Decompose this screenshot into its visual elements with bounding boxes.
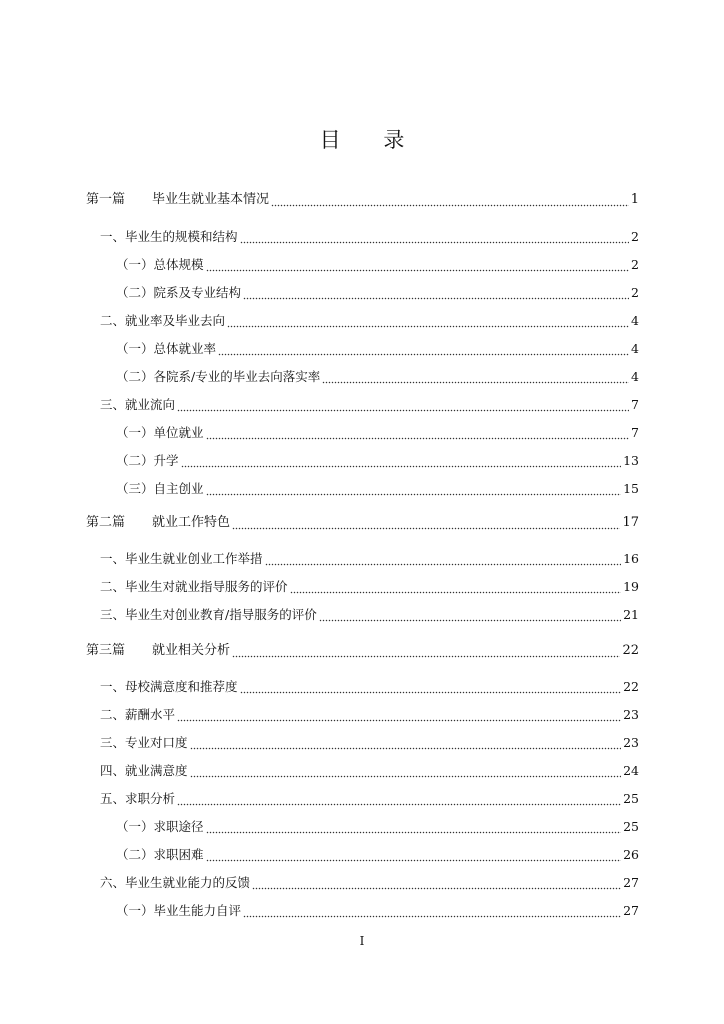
toc-page-number: 26 xyxy=(623,847,639,862)
toc-page-number: 15 xyxy=(623,481,639,496)
toc-entry-text: （一）求职途径 xyxy=(116,819,204,834)
toc-page-number: 23 xyxy=(623,707,639,722)
toc-page-number: 25 xyxy=(623,819,639,834)
toc-entry[interactable] xyxy=(116,479,639,499)
toc-entry-text: 四、就业满意度 xyxy=(100,763,188,778)
toc-entry[interactable] xyxy=(100,677,639,697)
toc-entry-text: （一）总体规模 xyxy=(116,257,204,272)
toc-page-number: 24 xyxy=(623,763,639,778)
toc-entry-title xyxy=(100,705,175,725)
toc-entry-text: 三、毕业生对创业教育/指导服务的评价 xyxy=(100,607,317,622)
toc-entry-text: 三、就业流向 xyxy=(100,397,176,412)
toc-leader-dots xyxy=(232,513,620,533)
toc-entry[interactable] xyxy=(116,339,639,359)
toc-entry-title xyxy=(86,513,230,533)
toc-entry[interactable] xyxy=(100,549,639,569)
toc-entry[interactable] xyxy=(100,577,639,597)
toc-entry[interactable] xyxy=(86,641,639,661)
toc-entry-text: 一、毕业生就业创业工作举措 xyxy=(100,551,263,566)
toc-leader-dots xyxy=(322,367,629,387)
toc-leader-dots xyxy=(190,733,622,753)
toc-page-number: 27 xyxy=(623,903,639,918)
toc-entry-title xyxy=(86,641,230,661)
toc-leader-dots xyxy=(232,641,620,661)
toc-entry-text: 就业相关分析 xyxy=(152,643,231,658)
toc-entry-text: （一）总体就业率 xyxy=(116,341,217,356)
toc-part-number: 第二篇 xyxy=(86,515,126,530)
toc-entry[interactable] xyxy=(86,513,639,533)
toc-entry-title xyxy=(100,549,263,569)
toc-part-number: 第一篇 xyxy=(86,192,126,207)
toc-leader-dots xyxy=(206,423,630,443)
toc-entry-title xyxy=(100,789,175,809)
toc-entry-text: （二）院系及专业结构 xyxy=(116,285,242,300)
toc-entry[interactable] xyxy=(100,873,639,893)
toc-leader-dots xyxy=(252,873,621,893)
toc-leader-dots xyxy=(206,817,622,837)
toc-entry[interactable] xyxy=(100,705,639,725)
toc-entry-title xyxy=(100,733,188,753)
toc-leader-dots xyxy=(177,395,629,415)
toc-entry-title xyxy=(86,190,269,210)
toc-page-number: 1 xyxy=(630,192,639,207)
toc-leader-dots xyxy=(271,190,629,210)
toc-entry-text: （一）毕业生能力自评 xyxy=(116,903,242,918)
toc-entry-title xyxy=(100,677,238,697)
toc-leader-dots xyxy=(240,677,622,697)
toc-leader-dots xyxy=(243,901,621,921)
toc-entry[interactable] xyxy=(86,190,639,210)
toc-page-number: 7 xyxy=(631,397,639,412)
toc-entry-title xyxy=(116,423,204,443)
toc-page-number: 2 xyxy=(631,257,639,272)
toc-page-number: 16 xyxy=(623,551,639,566)
toc-entry[interactable] xyxy=(116,423,639,443)
toc-leader-dots xyxy=(240,227,630,247)
toc-entry-text: 三、专业对口度 xyxy=(100,735,188,750)
toc-entry-text: （一）单位就业 xyxy=(116,425,204,440)
toc-leader-dots xyxy=(181,451,622,471)
toc-entry-text: （二）升学 xyxy=(116,453,179,468)
toc-leader-dots xyxy=(206,845,622,865)
toc-entry[interactable] xyxy=(100,395,639,415)
toc-page-number: 2 xyxy=(631,229,639,244)
toc-entry-title xyxy=(116,479,204,499)
toc-entry-text: 六、毕业生就业能力的反馈 xyxy=(100,875,251,890)
toc-entry[interactable] xyxy=(100,761,639,781)
toc-entry-text: （三）自主创业 xyxy=(116,481,204,496)
toc-entry[interactable] xyxy=(116,901,639,921)
toc-entry-title xyxy=(116,817,204,837)
toc-leader-dots xyxy=(243,283,629,303)
toc-entry-text: 一、毕业生的规模和结构 xyxy=(100,229,238,244)
toc-page-number: 7 xyxy=(631,425,639,440)
toc-entry-text: 一、母校满意度和推荐度 xyxy=(100,679,238,694)
toc-page-number: 4 xyxy=(631,369,639,384)
toc-entry-title xyxy=(100,395,175,415)
toc-leader-dots xyxy=(206,479,622,499)
toc-entry-title xyxy=(116,451,179,471)
toc-entry[interactable] xyxy=(116,367,639,387)
toc-leader-dots xyxy=(177,705,621,725)
toc-entry[interactable] xyxy=(100,733,639,753)
toc-leader-dots xyxy=(290,577,622,597)
toc-page-number: 27 xyxy=(623,875,639,890)
toc-leader-dots xyxy=(177,789,621,809)
toc-entry[interactable] xyxy=(100,605,639,625)
toc-entry-title xyxy=(116,901,241,921)
toc-entry-title xyxy=(100,605,317,625)
toc-page-number: 22 xyxy=(623,679,639,694)
toc-entry-text: 二、就业率及毕业去向 xyxy=(100,313,226,328)
toc-entry[interactable] xyxy=(116,845,639,865)
toc-entry[interactable] xyxy=(100,311,639,331)
toc-page-number: 25 xyxy=(623,791,639,806)
toc-entry-text: 五、求职分析 xyxy=(100,791,176,806)
toc-leader-dots xyxy=(319,605,621,625)
toc-leader-dots xyxy=(227,311,629,331)
page-title: 目 录 xyxy=(319,128,423,152)
toc-entry-title xyxy=(100,227,238,247)
toc-entry[interactable] xyxy=(100,789,639,809)
toc-part-number: 第三篇 xyxy=(86,643,126,658)
toc-entry-title xyxy=(116,339,216,359)
toc-page-number: 13 xyxy=(623,453,639,468)
toc-entry[interactable] xyxy=(116,817,639,837)
toc-entry-text: 二、薪酬水平 xyxy=(100,707,176,722)
toc-page-number: 17 xyxy=(622,515,639,530)
toc-entry-text: 就业工作特色 xyxy=(152,515,231,530)
toc-entry-title xyxy=(116,255,204,275)
toc-entry[interactable] xyxy=(116,283,639,303)
toc-entry-title xyxy=(100,873,250,893)
toc-page-number: 4 xyxy=(631,341,639,356)
toc-entry[interactable] xyxy=(116,255,639,275)
toc-entry-title xyxy=(116,367,320,387)
toc-entry-title xyxy=(116,283,241,303)
toc-page-number: 4 xyxy=(631,313,639,328)
toc-page-number: 2 xyxy=(631,285,639,300)
toc-leader-dots xyxy=(218,339,629,359)
toc-entry[interactable] xyxy=(116,451,639,471)
toc-page-number: 19 xyxy=(623,579,639,594)
page-number: I xyxy=(359,934,365,948)
toc-entry-text: （二）求职困难 xyxy=(116,847,204,862)
toc-leader-dots xyxy=(265,549,622,569)
toc-page-number: 22 xyxy=(622,643,639,658)
toc-entry[interactable] xyxy=(100,227,639,247)
toc-entry-text: 二、毕业生对就业指导服务的评价 xyxy=(100,579,288,594)
toc-entry-title xyxy=(100,761,188,781)
toc-page-number: 23 xyxy=(623,735,639,750)
toc-leader-dots xyxy=(206,255,630,275)
toc-entry-text: 毕业生就业基本情况 xyxy=(152,192,270,207)
toc-page-number: 21 xyxy=(623,607,639,622)
toc-leader-dots xyxy=(190,761,622,781)
toc-entry-text: （二）各院系/专业的毕业去向落实率 xyxy=(116,369,321,384)
toc-entry-title xyxy=(100,577,288,597)
toc-entry-title xyxy=(100,311,225,331)
toc-entry-title xyxy=(116,845,204,865)
